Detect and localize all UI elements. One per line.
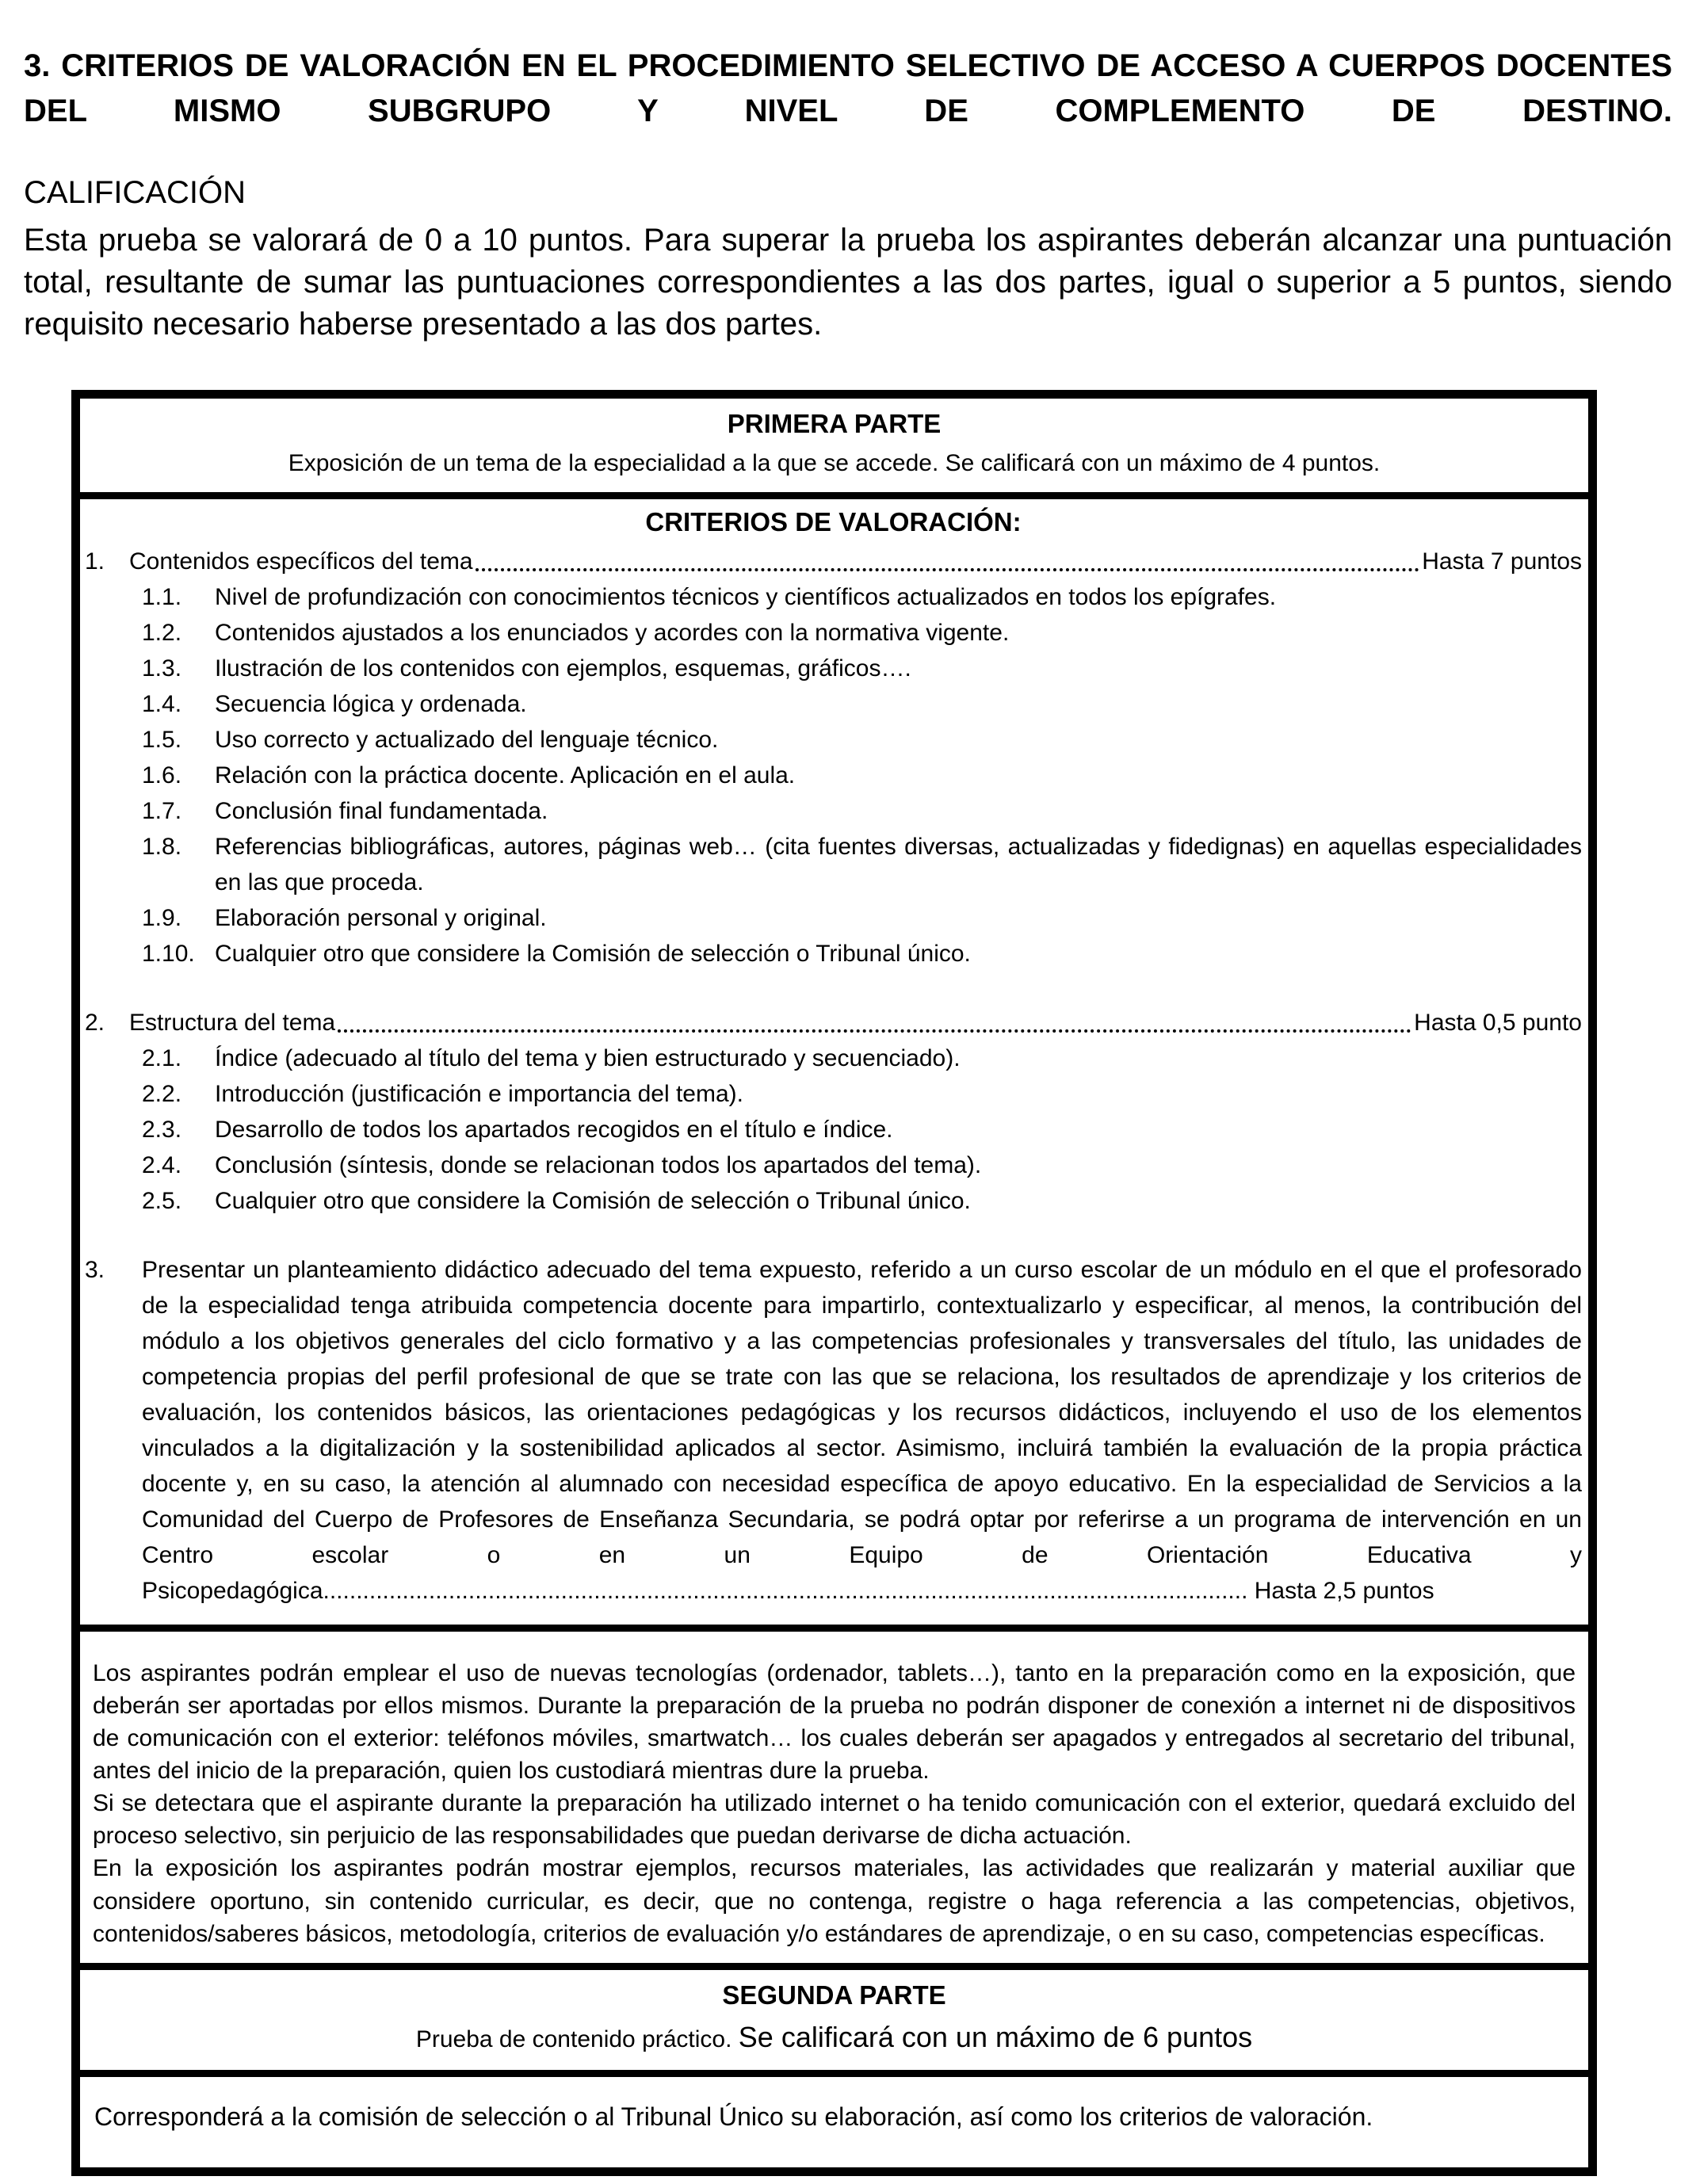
subitem-1-4: [142, 686, 1582, 722]
item-3-text: [142, 1252, 1582, 1609]
subitem-1-4-text: Secuencia lógica y ordenada.: [215, 690, 527, 717]
subitem-1-8-text: Referencias bibliográficas, autores, páginas web… (cita fuentes diversas, actualizadas y fidedignas) en aquellas especialidades en las que proceda.: [215, 833, 1582, 895]
subitem-1-9-number: 1.9.: [142, 904, 182, 931]
subitem-1-6-text: Relación con la práctica docente. Aplicación en el aula.: [215, 762, 796, 788]
subitem-1-3-text: Ilustración de los contenidos con ejemplos, esquemas, gráficos….: [215, 655, 911, 682]
subitem-1-6-number: 1.6.: [142, 762, 182, 788]
item-1-number: 1.: [85, 548, 105, 575]
segunda-parte-subtitle: [99, 2016, 1569, 2059]
subitem-2-1-text: Índice (adecuado al título del tema y bien estructurado y secuenciado).: [215, 1044, 961, 1071]
primera-parte-row: [80, 399, 1588, 499]
subitem-1-1: [142, 579, 1582, 615]
normas-paragraph-2: Si se detectara que el aspirante durante la preparación ha utilizado internet o ha tenido comunicación con el exterior, quedará excluido del proceso selectivo, sin perjuicio de las responsabilidades que puedan derivarse de dicha actuación.: [93, 1790, 1576, 1850]
subitem-1-7: [142, 793, 1582, 829]
subitem-1-2-number: 1.2.: [142, 619, 182, 646]
subitem-1-10-number: 1.10.: [142, 940, 195, 967]
subitem-1-5-number: 1.5.: [142, 726, 182, 753]
subitem-2-1: [142, 1040, 1582, 1076]
item-1: [85, 544, 1582, 579]
subitem-1-9-text: Elaboración personal y original.: [215, 904, 547, 931]
item-2-score: Hasta 0,5 punto: [1414, 1009, 1582, 1036]
item-2-number: 2.: [85, 1009, 105, 1036]
primera-parte-title: PRIMERA PARTE: [727, 409, 942, 439]
subitem-2-2-number: 2.2.: [142, 1080, 182, 1107]
footer-row: [80, 2077, 1588, 2167]
subitem-1-8: [142, 829, 1582, 900]
subitem-1-2-text: Contenidos ajustados a los enunciados y acordes con la normativa vigente.: [215, 619, 1010, 646]
subitem-1-3-number: 1.3.: [142, 655, 182, 682]
subitem-1-5-text: Uso correcto y actualizado del lenguaje técnico.: [215, 726, 719, 753]
item-1-score: Hasta 7 puntos: [1422, 548, 1582, 575]
subitem-1-5: [142, 722, 1582, 758]
item-3-dotted-leader: ............................................................................................................................................: [323, 1577, 1248, 1604]
subitem-2-2-text: Introducción (justificación e importancia del tema).: [215, 1080, 743, 1107]
subitem-2-5-number: 2.5.: [142, 1187, 182, 1214]
subitem-2-4-number: 2.4.: [142, 1151, 182, 1178]
primera-parte-subtitle: Exposición de un tema de la especialidad a la que se accede. Se calificará con un máximo de 4 puntos.: [288, 449, 1381, 476]
subitem-2-2: [142, 1076, 1582, 1112]
subitem-1-2: [142, 615, 1582, 651]
subitem-2-5: [142, 1183, 1582, 1219]
item-1-label: Contenidos específicos del tema: [129, 548, 473, 575]
subitem-2-4-text: Conclusión (síntesis, donde se relacionan todos los apartados del tema).: [215, 1151, 982, 1178]
subitem-1-1-number: 1.1.: [142, 583, 182, 610]
normas-row: [80, 1632, 1588, 1970]
item-2-dotted-leader: [338, 1029, 1411, 1033]
item-2-label: Estructura del tema: [129, 1009, 336, 1036]
footer-text: Corresponderá a la comisión de selección o al Tribunal Único su elaboración, así como los criterios de valoración.: [94, 2102, 1373, 2132]
subitem-2-4: [142, 1147, 1582, 1183]
normas-paragraph-1: Los aspirantes podrán emplear el uso de nuevas tecnologías (ordenador, tablets…), tanto en la preparación como en la exposición, que deberán ser aportadas por ellos mismos. Durante la preparación de la prueba no podrán disponer de conexión a internet ni de dispositivos de comunicación con el exterior: teléfonos móviles, smartwatch… los cuales deberán ser apagados y entregados al secretario del tribunal, antes del inicio de la preparación, quien los custodiará mientras dure la prueba.: [93, 1659, 1576, 1785]
criterios-row: [80, 499, 1588, 1632]
subitem-2-5-text: Cualquier otro que considere la Comisión de selección o Tribunal único.: [215, 1187, 971, 1214]
item-1-dotted-leader: [476, 568, 1420, 571]
subitem-1-7-text: Conclusión final fundamentada.: [215, 797, 548, 824]
item-2: [85, 1005, 1582, 1040]
segunda-parte-title: SEGUNDA PARTE: [722, 1980, 946, 2010]
item-3: [85, 1252, 1582, 1609]
normas-paragraph-3: En la exposición los aspirantes podrán mostrar ejemplos, recursos materiales, las actividades que realizarán y material auxiliar que considere oportuno, sin contenido curricular, es decir, que no contenga, registre o haga referencia a las competencias, objetivos, contenidos/saberes básicos, metodología, criterios de evaluación y/o estándares de aprendizaje, o en su caso, competencias específicas.: [93, 1855, 1576, 1947]
subitem-2-3-text: Desarrollo de todos los apartados recogidos en el título e índice.: [215, 1116, 893, 1143]
subitem-1-10-text: Cualquier otro que considere la Comisión de selección o Tribunal único.: [215, 940, 971, 967]
item-3-body: Presentar un planteamiento didáctico adecuado del tema expuesto, referido a un curso escolar de un módulo en el que el profesorado de la especialidad tenga atribuida competencia docente para impartirlo, contextualizarlo y especificar, al menos, la contribución del módulo a los objetivos generales del ciclo formativo y a las competencias profesionales y transversales del título, las unidades de competencia propias del perfil profesional de que se trate con las que se relaciona, los resultados de aprendizaje y los criterios de evaluación, los contenidos básicos, las orientaciones pedagógicas y los recursos didácticos, incluyendo el uso de los elementos vinculados a la digitalización y la sostenibilidad aplicados al sector. Asimismo, incluirá también la evaluación de la propia práctica docente y, en su caso, la atención al alumnado con necesidad específica de apoyo educativo. En la especialidad de Servicios a la Comunidad del Cuerpo de Profesores de Enseñanza Secundaria, se podrá optar por referirse a un programa de intervención en un Centro escolar o en un Equipo de Orientación Educativa y Psicopedagógica: [142, 1256, 1582, 1604]
segunda-parte-subtitle-small: Prueba de contenido práctico.: [415, 2026, 732, 2053]
subitem-2-3: [142, 1112, 1582, 1147]
subitem-1-9: [142, 900, 1582, 936]
subitem-1-7-number: 1.7.: [142, 797, 182, 824]
section-heading-calificacion: CALIFICACIÓN: [24, 174, 246, 210]
subitem-1-6: [142, 758, 1582, 793]
subitem-2-3-number: 2.3.: [142, 1116, 182, 1143]
subitem-1-4-number: 1.4.: [142, 690, 182, 717]
segunda-parte-subtitle-large: Se calificará con un máximo de 6 puntos: [738, 2021, 1253, 2054]
segunda-parte-row: [80, 1970, 1588, 2078]
item-3-number: 3.: [85, 1256, 105, 1283]
page-title: 3. CRITERIOS DE VALORACIÓN EN EL PROCEDIMIENTO SELECTIVO DE ACCESO A CUERPOS DOCENTES DEL MISMO SUBGRUPO Y NIVEL DE COMPLEMENTO DE DESTINO.: [24, 48, 1672, 128]
subitem-1-1-text: Nivel de profundización con conocimientos técnicos y científicos actualizados en todos los epígrafes.: [215, 583, 1277, 610]
subitem-1-3: [142, 651, 1582, 686]
item-3-score: Hasta 2,5 puntos: [1254, 1577, 1434, 1604]
subitem-1-8-number: 1.8.: [142, 833, 182, 860]
score-table: [71, 390, 1597, 2176]
subitem-2-1-number: 2.1.: [142, 1044, 182, 1071]
criterios-heading: CRITERIOS DE VALORACIÓN:: [645, 506, 1022, 536]
subitem-1-10: [142, 936, 1582, 972]
intro-paragraph: Esta prueba se valorará de 0 a 10 puntos. Para superar la prueba los aspirantes deberán alcanzar una puntuación total, resultante de sumar las puntuaciones correspondientes a las dos partes, igual o superior a 5 puntos, siendo requisito necesario haberse presentado a las dos partes.: [24, 222, 1672, 342]
